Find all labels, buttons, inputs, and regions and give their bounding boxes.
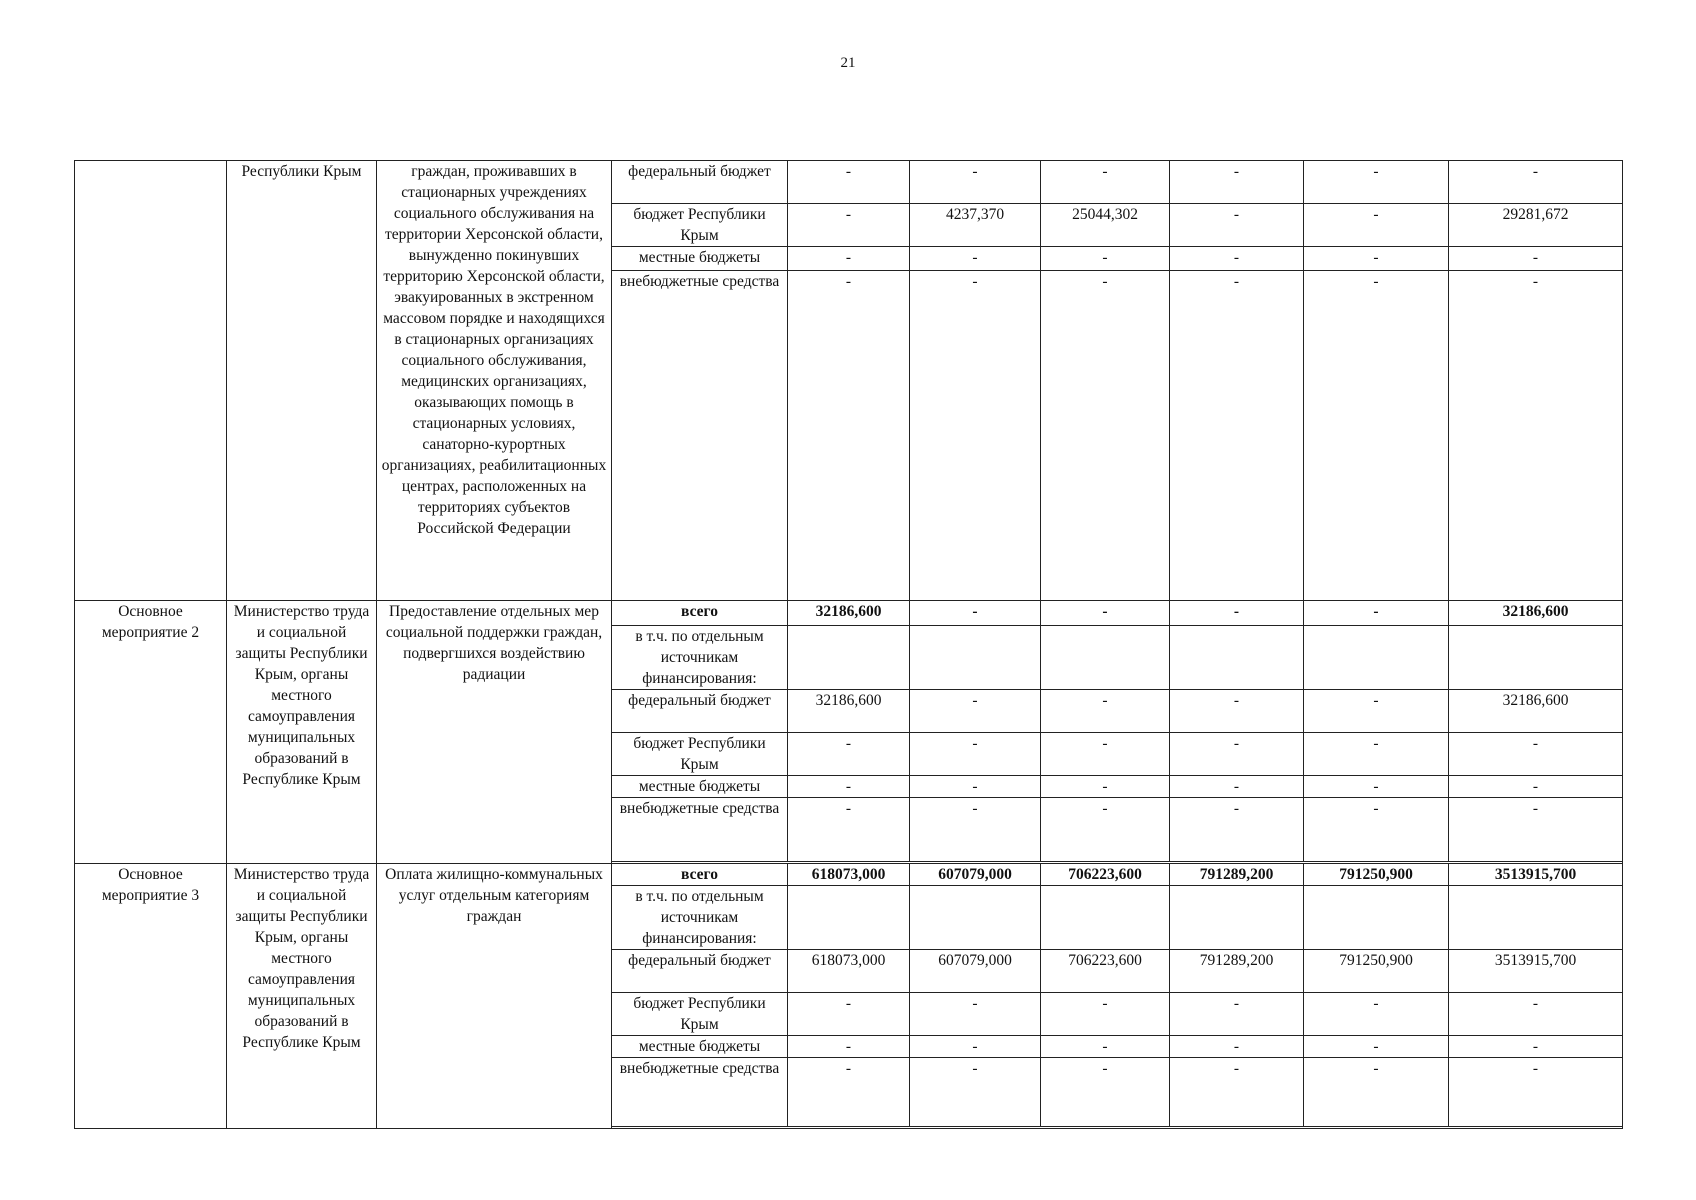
funding-source: федеральный бюджет <box>612 161 788 204</box>
value-cell: - <box>788 1036 910 1058</box>
funding-source: внебюджетные средства <box>612 798 788 862</box>
value-cell: - <box>788 798 910 862</box>
value-cell: - <box>910 798 1041 862</box>
funding-source: местные бюджеты <box>612 247 788 271</box>
funding-source: бюджет Республики Крым <box>612 733 788 776</box>
total-value-cell: 791289,200 <box>1170 864 1304 886</box>
measure-cell: Основное мероприятие 3 <box>75 864 227 1129</box>
value-cell: 706223,600 <box>1041 950 1170 993</box>
spacer-cell <box>612 1127 1623 1129</box>
value-cell: - <box>788 1058 910 1127</box>
description-cell: граждан, проживавших в стационарных учреждениях социального обслуживания на территории Херсонской области, вынужденно покинувших территорию Херсонской области, эвакуированных в экстренном массовом порядке и находящихся в стационарных организациях социального обслуживания, медицинских организациях, оказывающих помощь в стационарных условиях, санаторно-курортных организациях, реабилитационных центрах, расположенных на территориях субъектов Российской Федерации <box>377 161 612 601</box>
value-cell: - <box>910 993 1041 1036</box>
funding-source: внебюджетные средства <box>612 271 788 601</box>
executor-cell: Министерство труда и социальной защиты Республики Крым, органы местного самоуправления муниципальных образований в Республике Крым <box>227 864 377 1129</box>
description-cell: Предоставление отдельных мер социальной поддержки граждан, подвергшихся воздействию радиации <box>377 601 612 864</box>
funding-subheader: в т.ч. по отдельным источникам финансирования: <box>612 626 788 690</box>
value-cell: - <box>1304 161 1449 204</box>
value-cell: - <box>1449 271 1623 601</box>
total-value-cell: 791250,900 <box>1304 864 1449 886</box>
funding-source: федеральный бюджет <box>612 950 788 993</box>
value-cell: - <box>1170 798 1304 862</box>
value-cell <box>788 886 910 950</box>
value-cell: - <box>788 204 910 247</box>
funding-source: федеральный бюджет <box>612 690 788 733</box>
value-cell: - <box>788 993 910 1036</box>
value-cell: - <box>1170 733 1304 776</box>
funding-source: бюджет Республики Крым <box>612 993 788 1036</box>
executor-cell: Республики Крым <box>227 161 377 601</box>
value-cell: - <box>788 161 910 204</box>
value-cell: - <box>1449 1036 1623 1058</box>
value-cell: - <box>1170 247 1304 271</box>
value-cell: - <box>1170 1058 1304 1127</box>
value-cell: - <box>1170 776 1304 798</box>
total-value-cell: 618073,000 <box>788 864 910 886</box>
value-cell: - <box>1304 776 1449 798</box>
total-value-cell: - <box>1170 601 1304 626</box>
measure-cell: Основное мероприятие 2 <box>75 601 227 864</box>
value-cell: 32186,600 <box>1449 690 1623 733</box>
total-value-cell: - <box>910 601 1041 626</box>
total-value-cell: 32186,600 <box>788 601 910 626</box>
value-cell: - <box>910 690 1041 733</box>
value-cell: - <box>1304 271 1449 601</box>
value-cell: 3513915,700 <box>1449 950 1623 993</box>
value-cell: - <box>788 247 910 271</box>
value-cell: - <box>1041 690 1170 733</box>
funding-source: местные бюджеты <box>612 776 788 798</box>
value-cell: - <box>1449 733 1623 776</box>
value-cell: - <box>1041 161 1170 204</box>
value-cell: - <box>910 776 1041 798</box>
value-cell: - <box>1170 1036 1304 1058</box>
funding-source-total: всего <box>612 601 788 626</box>
value-cell: - <box>910 1058 1041 1127</box>
value-cell <box>1041 626 1170 690</box>
value-cell: - <box>1041 271 1170 601</box>
value-cell: 29281,672 <box>1449 204 1623 247</box>
description-cell: Оплата жилищно-коммунальных услуг отдельным категориям граждан <box>377 864 612 1129</box>
page-number: 21 <box>840 55 856 71</box>
value-cell: 791289,200 <box>1170 950 1304 993</box>
value-cell <box>1041 886 1170 950</box>
value-cell: - <box>1449 798 1623 862</box>
table-row <box>75 601 1623 626</box>
value-cell: - <box>788 271 910 601</box>
value-cell: - <box>1304 1036 1449 1058</box>
value-cell: - <box>1170 993 1304 1036</box>
value-cell: - <box>1041 1036 1170 1058</box>
value-cell: - <box>1041 1058 1170 1127</box>
total-value-cell: 3513915,700 <box>1449 864 1623 886</box>
value-cell: - <box>1449 993 1623 1036</box>
budget-table <box>74 160 1623 1129</box>
value-cell: - <box>1304 690 1449 733</box>
value-cell: - <box>1170 690 1304 733</box>
funding-source-total: всего <box>612 864 788 886</box>
total-value-cell: 706223,600 <box>1041 864 1170 886</box>
value-cell <box>910 626 1041 690</box>
value-cell: - <box>910 733 1041 776</box>
value-cell: - <box>1304 204 1449 247</box>
total-value-cell: - <box>1304 601 1449 626</box>
value-cell: - <box>1304 733 1449 776</box>
value-cell: - <box>910 161 1041 204</box>
funding-source: местные бюджеты <box>612 1036 788 1058</box>
value-cell: 32186,600 <box>788 690 910 733</box>
value-cell: - <box>1041 798 1170 862</box>
funding-source: внебюджетные средства <box>612 1058 788 1127</box>
value-cell: - <box>1304 247 1449 271</box>
value-cell: - <box>910 271 1041 601</box>
value-cell: - <box>1041 993 1170 1036</box>
value-cell <box>1449 886 1623 950</box>
value-cell: - <box>1304 1058 1449 1127</box>
value-cell: - <box>1449 161 1623 204</box>
value-cell <box>1170 886 1304 950</box>
measure-cell <box>75 161 227 601</box>
total-value-cell: 607079,000 <box>910 864 1041 886</box>
value-cell: - <box>1449 776 1623 798</box>
value-cell <box>1170 626 1304 690</box>
value-cell: 4237,370 <box>910 204 1041 247</box>
value-cell <box>788 626 910 690</box>
value-cell: - <box>910 1036 1041 1058</box>
value-cell: 791250,900 <box>1304 950 1449 993</box>
executor-cell: Министерство труда и социальной защиты Республики Крым, органы местного самоуправления муниципальных образований в Республике Крым <box>227 601 377 864</box>
value-cell: - <box>1304 993 1449 1036</box>
value-cell: - <box>1304 798 1449 862</box>
funding-source: бюджет Республики Крым <box>612 204 788 247</box>
value-cell: - <box>910 247 1041 271</box>
value-cell: - <box>1170 204 1304 247</box>
value-cell <box>910 886 1041 950</box>
funding-subheader: в т.ч. по отдельным источникам финансирования: <box>612 886 788 950</box>
value-cell <box>1304 626 1449 690</box>
value-cell: - <box>1041 733 1170 776</box>
value-cell: - <box>1449 247 1623 271</box>
value-cell: 607079,000 <box>910 950 1041 993</box>
value-cell: - <box>1449 1058 1623 1127</box>
value-cell: - <box>788 733 910 776</box>
total-value-cell: - <box>1041 601 1170 626</box>
total-value-cell: 32186,600 <box>1449 601 1623 626</box>
value-cell: - <box>788 776 910 798</box>
value-cell: - <box>1170 161 1304 204</box>
table-row <box>75 864 1623 886</box>
value-cell: 25044,302 <box>1041 204 1170 247</box>
value-cell <box>1304 886 1449 950</box>
value-cell <box>1449 626 1623 690</box>
value-cell: - <box>1041 776 1170 798</box>
value-cell: - <box>1170 271 1304 601</box>
value-cell: 618073,000 <box>788 950 910 993</box>
table-row <box>75 161 1623 204</box>
value-cell: - <box>1041 247 1170 271</box>
